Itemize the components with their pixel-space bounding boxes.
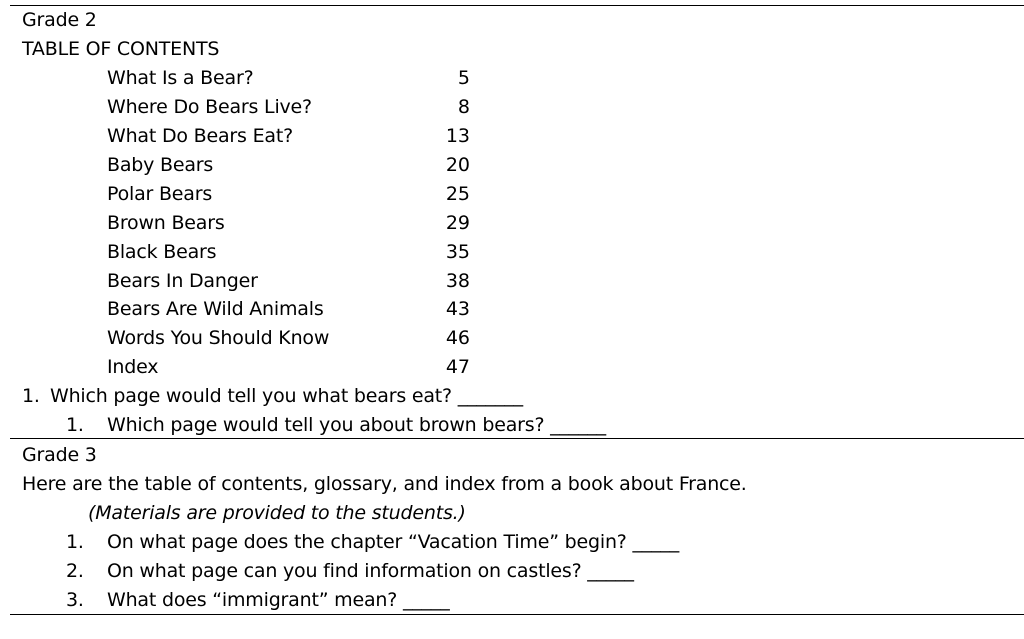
question-text: On what page can you find information on castles? _____ bbox=[107, 560, 634, 582]
toc-entry-page: 35 bbox=[445, 241, 470, 263]
toc-entry-page: 38 bbox=[445, 270, 470, 292]
toc-entry-title: Bears In Danger bbox=[107, 270, 258, 292]
toc-entry-title: What Do Bears Eat? bbox=[107, 125, 293, 147]
grade3-intro: Here are the table of contents, glossary, and index from a book about France. bbox=[22, 473, 747, 495]
toc-entry-title: Where Do Bears Live? bbox=[107, 96, 312, 118]
question-text: Which page would tell you what bears eat? _______ bbox=[50, 385, 523, 407]
grade3-note: (Materials are provided to the students.) bbox=[88, 502, 466, 524]
question-text: What does “immigrant” mean? _____ bbox=[107, 589, 450, 611]
toc-entry-page: 46 bbox=[445, 327, 470, 349]
toc-entry-title: What Is a Bear? bbox=[107, 67, 254, 89]
question-number: 1. bbox=[22, 385, 40, 407]
question-number: 1. bbox=[66, 414, 84, 436]
toc-entry-title: Polar Bears bbox=[107, 183, 213, 205]
toc-entry-page: 47 bbox=[445, 356, 470, 378]
bottom-rule bbox=[10, 614, 1024, 615]
grade2-heading: Grade 2 bbox=[22, 9, 97, 31]
top-rule bbox=[10, 5, 1024, 6]
toc-entry-title: Brown Bears bbox=[107, 212, 225, 234]
toc-entry-title: Black Bears bbox=[107, 241, 217, 263]
toc-entry-page: 13 bbox=[445, 125, 470, 147]
question-number: 3. bbox=[66, 589, 84, 611]
toc-entry-page: 29 bbox=[445, 212, 470, 234]
toc-entry-page: 20 bbox=[445, 154, 470, 176]
question-number: 2. bbox=[66, 560, 84, 582]
question-text: On what page does the chapter “Vacation Time” begin? _____ bbox=[107, 531, 680, 553]
question-text: Which page would tell you about brown bears? ______ bbox=[107, 414, 606, 436]
toc-entry-title: Words You Should Know bbox=[107, 327, 330, 349]
toc-entry-title: Bears Are Wild Animals bbox=[107, 298, 324, 320]
toc-title: TABLE OF CONTENTS bbox=[22, 38, 220, 60]
section-divider bbox=[10, 438, 1024, 439]
toc-entry-page: 8 bbox=[457, 96, 470, 118]
question-number: 1. bbox=[66, 531, 84, 553]
toc-entry-title: Index bbox=[107, 356, 159, 378]
toc-entry-page: 5 bbox=[457, 67, 470, 89]
toc-entry-page: 43 bbox=[445, 298, 470, 320]
grade3-heading: Grade 3 bbox=[22, 444, 97, 466]
toc-entry-page: 25 bbox=[445, 183, 470, 205]
toc-entry-title: Baby Bears bbox=[107, 154, 214, 176]
